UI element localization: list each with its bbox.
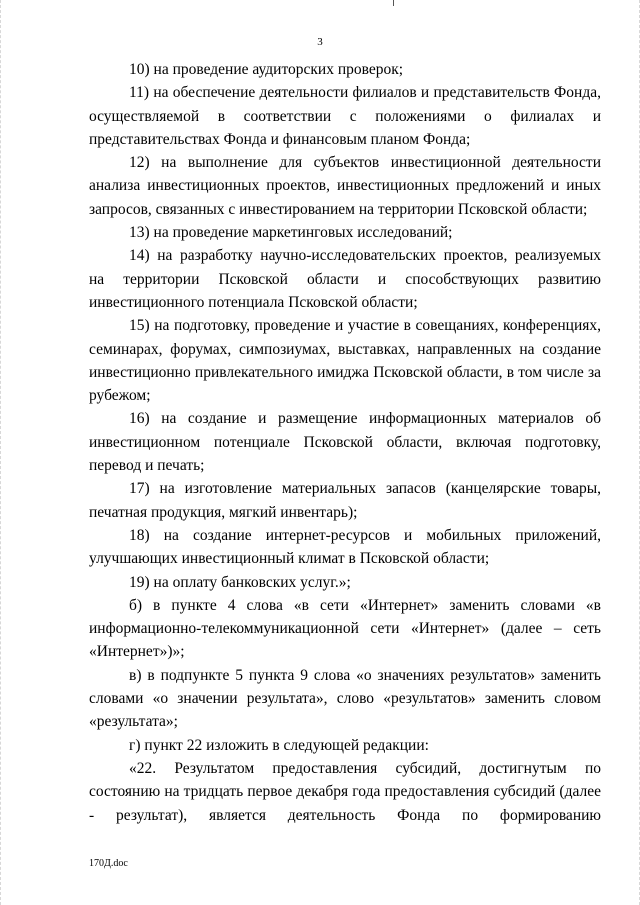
paragraph-item-10: 10) на проведение аудиторских проверок; (129, 61, 404, 78)
paragraph-item-11: 11) на обеспечение деятельности филиалов и представительств Фонда, осуществляемой в соответствии с положениями о филиалах и представительствах Фонда и финансовым планом Фонда; (89, 84, 601, 148)
paragraph-item-15: 15) на подготовку, проведение и участие в совещаниях, конференциях, семинарах, форумах, симпозиумах, выставках, направленных на создание инвестиционно привлекательного имиджа Псковской области, в том числе за рубежом; (89, 317, 601, 405)
paragraph-clause-22: «22. Результатом предоставления субсидий, достигнутым по состоянию на тридцать первое декабря года предоставления субсидий (далее - результат), является деятельность Фонда по формированию (89, 759, 601, 824)
paragraph-item-18: 18) на создание интернет-ресурсов и мобильных приложений, улучшающих инвестиционный климат в Псковской области; (89, 526, 601, 568)
paragraph-amendment-v: в) в подпункте 5 пункта 9 слова «о значениях результатов» заменить словами «о значении результата», слово «результатов» заменить словом «результата»; (89, 666, 601, 731)
scan-mark (393, 0, 394, 6)
paragraph-item-19: 19) на оплату банковских услуг.»; (129, 573, 351, 591)
paragraph-item-16: 16) на создание и размещение информационных материалов об инвестиционном потенциале Псковской области, включая подготовку, перевод и печать; (89, 410, 601, 475)
paragraph-item-12: 12) на выполнение для субъектов инвестиционной деятельности анализа инвестиционных проектов, инвестиционных предложений и иных запросов, связанных с инвестированием на территории Псковской области; (89, 154, 601, 218)
paragraph-amendment-g: г) пункт 22 изложить в следующей редакции: (129, 736, 429, 754)
paragraph-item-17: 17) на изготовление материальных запасов (канцелярские товары, печатная продукция, мягкий инвентарь); (89, 480, 601, 521)
document-body (89, 58, 601, 827)
paragraph-amendment-b: б) в пункте 4 слова «в сети «Интернет» заменить словами «в информационно-телекоммуникационной сети «Интернет» (далее – сеть «Интернет»)»; (89, 596, 601, 661)
page-number: 3 (317, 36, 323, 48)
paragraph-item-13: 13) на проведение маркетинговых исследований; (129, 224, 453, 242)
footer-filename: 170Д.doc (89, 858, 128, 869)
paragraph-item-14: 14) на разработку научно-исследовательских проектов, реализуемых на территории Псковской области и способствующих развитию инвестиционного потенциала Псковской области; (89, 247, 601, 311)
